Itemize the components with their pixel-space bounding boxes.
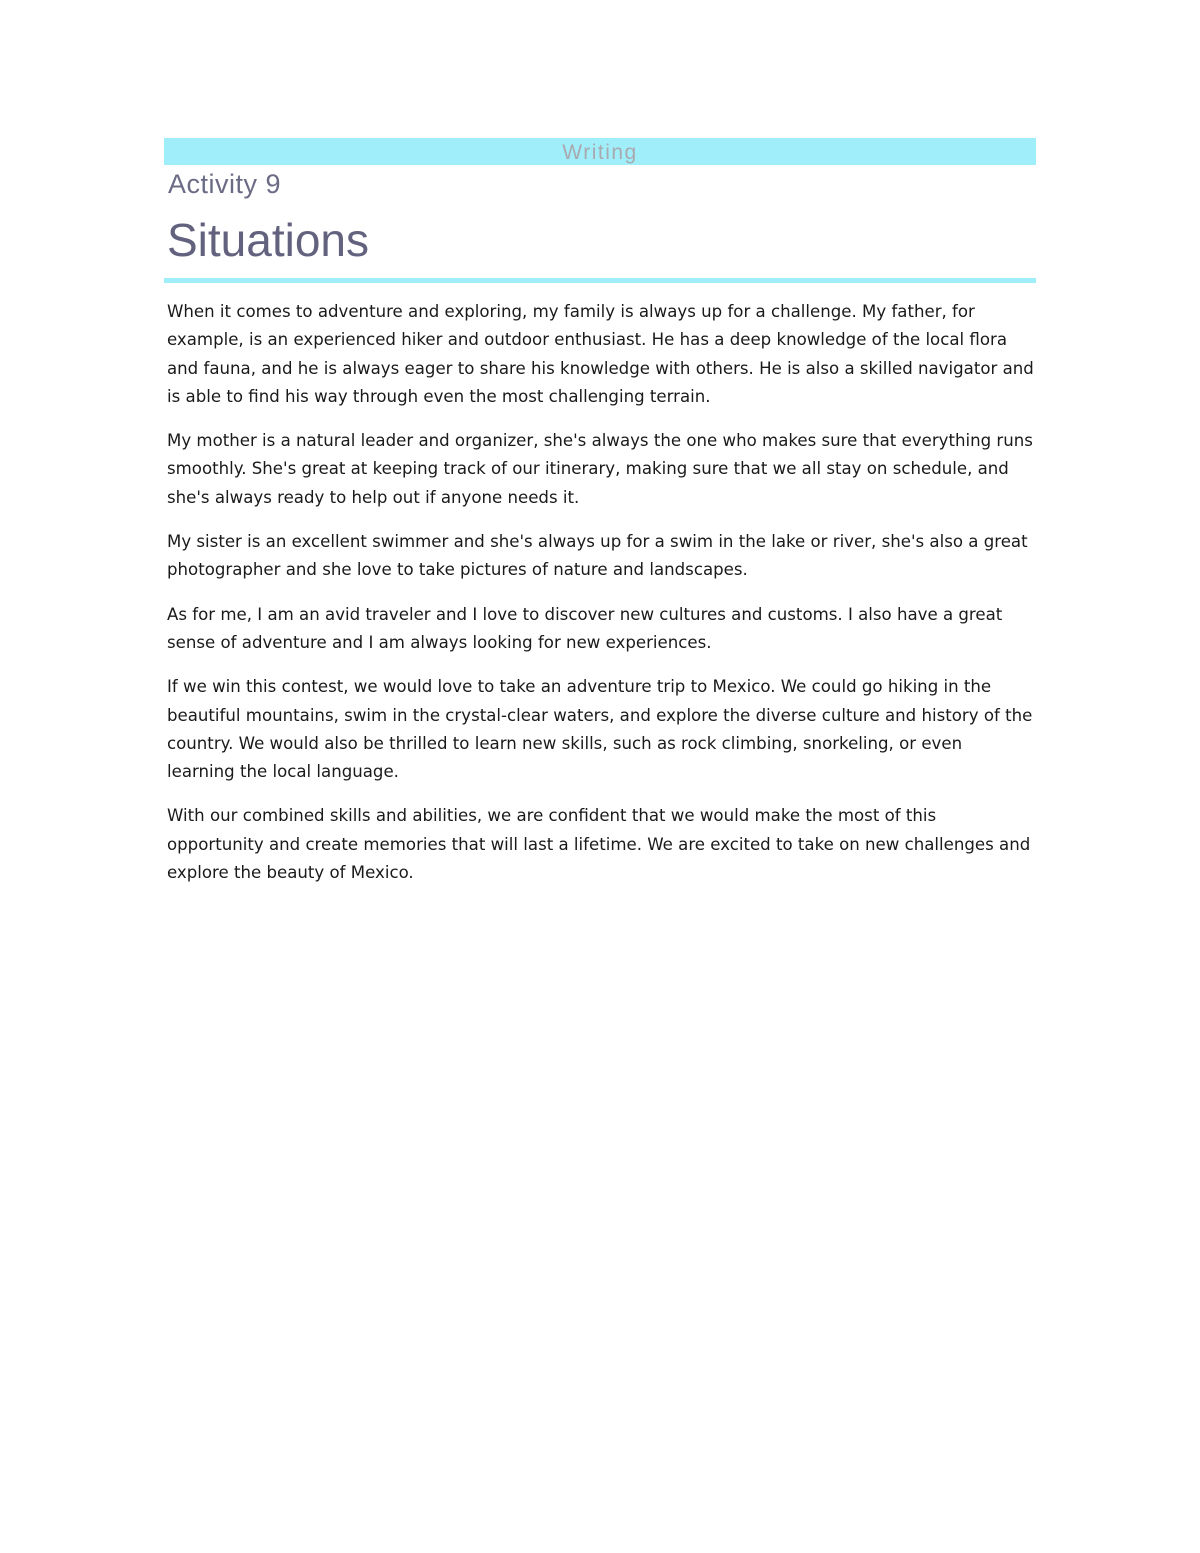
paragraph-father: When it comes to adventure and exploring, my family is always up for a challenge. My father, for example, is an experienced hiker and outdoor enthusiast. He has a deep knowledge of the local flora and fauna, and he is always eager to share his knowledge with others. He is also a skilled navigator and is able to find his way through even the most challenging terrain. <box>167 302 1034 406</box>
paragraph-conclusion: With our combined skills and abilities, we are confident that we would make the most of this opportunity and create memories that will last a lifetime. We are excited to take on new challenges and explore the beauty of Mexico. <box>167 806 1031 883</box>
page-title: Situations <box>167 214 370 266</box>
paragraph-sister: My sister is an excellent swimmer and she's always up for a swim in the lake or river, she's also a great photographer and she love to take pictures of nature and landscapes. <box>167 532 1028 580</box>
page-content <box>164 138 1036 903</box>
section-label: Writing <box>562 141 638 164</box>
paragraph-self: As for me, I am an avid traveler and I love to discover new cultures and customs. I also have a great sense of adventure and I am always looking for new experiences. <box>167 604 1003 652</box>
activity-label: Activity 9 <box>168 169 282 199</box>
section-header-band <box>164 138 1036 165</box>
title-divider <box>164 278 1036 283</box>
paragraph-trip: If we win this contest, we would love to take an adventure trip to Mexico. We could go hiking in the beautiful mountains, swim in the crystal-clear waters, and explore the diverse culture and history of the country. We would also be thrilled to learn new skills, such as rock climbing, snorkeling, or even learning the local language. <box>167 677 1033 782</box>
paragraph-mother: My mother is a natural leader and organizer, she's always the one who makes sure that everything runs smoothly. She's great at keeping track of our itinerary, making sure that we all stay on schedule, and she's always ready to help out if anyone needs it. <box>167 431 1033 507</box>
essay-body <box>164 298 1035 887</box>
